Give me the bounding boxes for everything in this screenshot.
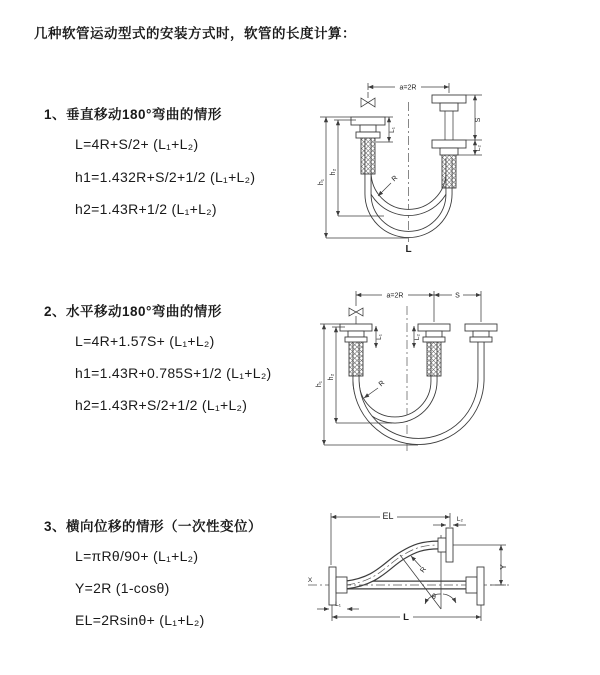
dim-label-h1: h₁ [318,178,325,186]
dim-label-a2R: a=2R [399,84,417,92]
page-title: 几种软管运动型式的安装方式时，软管的长度计算： [34,26,356,41]
dimension-S [466,95,482,140]
section1-formula-h2: h2=1.43R+1/2 (L₁+L₂) [75,201,217,217]
dimension-S [434,290,481,300]
dim-label-a2R: a=2R [386,292,404,300]
fitting-left [351,117,385,138]
dim-label-L2: L₂ [456,516,464,523]
dim-label-Y: Y [499,564,508,570]
section3-heading: 3、横向位移的情形（一次性变位） [44,519,263,534]
braid-section-right [442,155,456,188]
braid-section-left [361,136,375,174]
dimension-L [332,605,481,623]
dimension-a2R [368,82,449,93]
section3-formula-Y: Y=2R (1-cosθ) [75,580,170,596]
braid-section-left [349,342,363,376]
hose-position-2 [356,342,481,442]
fitting-right [465,324,497,342]
dim-label-L1: L₁ [376,334,383,340]
section2-heading: 2、水平移动180°弯曲的情形 [44,304,222,319]
fitting-right-upper [432,95,466,111]
dim-label-EL: EL [382,511,394,521]
radius-annotation [411,556,428,574]
radius-label: R [390,174,400,184]
section1-formula-L: L=4R+S/2+ (L₁+L₂) [75,136,199,152]
dim-label-L1: L₁ [389,127,396,133]
dim-label-L2: L₂ [414,333,421,341]
section3-formula-EL: EL=2Rsinθ+ (L₁+L₂) [75,612,205,628]
fitting-middle [418,324,450,342]
length-label: L [405,244,412,255]
section1-formula-h1: h1=1.432R+S/2+1/2 (L₁+L₂) [75,169,256,185]
diagram-lateral-displacement [300,505,600,645]
section2-formula-L: L=4R+1.57S+ (L₁+L₂) [75,333,215,349]
section3-formula-L: L=πRθ/90+ (L₁+L₂) [75,548,199,564]
dim-label-L: L [403,612,409,623]
dimension-EL [331,511,450,565]
theta-label: θ [432,594,436,601]
hose-displaced-position [346,545,439,585]
radius-label: R [377,379,387,389]
valve-icon [349,308,363,324]
radius-annotation [364,380,386,398]
diagram-vertical-movement [312,72,598,264]
dim-label-S: S [475,117,482,123]
section1-heading: 1、垂直移动180°弯曲的情形 [44,107,222,122]
valve-icon [361,92,375,107]
braid-section-middle [427,342,441,376]
dim-label-L1: L₁ [335,601,341,608]
flange-left [329,567,347,605]
section2-formula-h2: h2=1.43R+S/2+1/2 (L₁+L₂) [75,397,248,413]
flange-upper [438,528,453,562]
dim-label-L2: L₂ [475,144,482,152]
radius-label: R [419,566,429,575]
fitting-right-lower [432,140,466,155]
dim-label-h1: h₁ [316,380,323,388]
flange-right [466,567,484,605]
diagram-horizontal-movement [312,284,598,464]
dim-label-h2: h₂ [330,168,337,176]
section2-formula-h1: h1=1.43R+0.785S+1/2 (L₁+L₂) [75,365,272,381]
axis-label: X [307,577,313,584]
radius-annotation [378,175,399,196]
dimension-L1 [376,326,383,348]
dim-label-h2: h₂ [328,373,335,381]
hose-position-1 [356,342,434,420]
dim-label-S: S [455,292,460,300]
dimension-L1 [317,601,359,609]
